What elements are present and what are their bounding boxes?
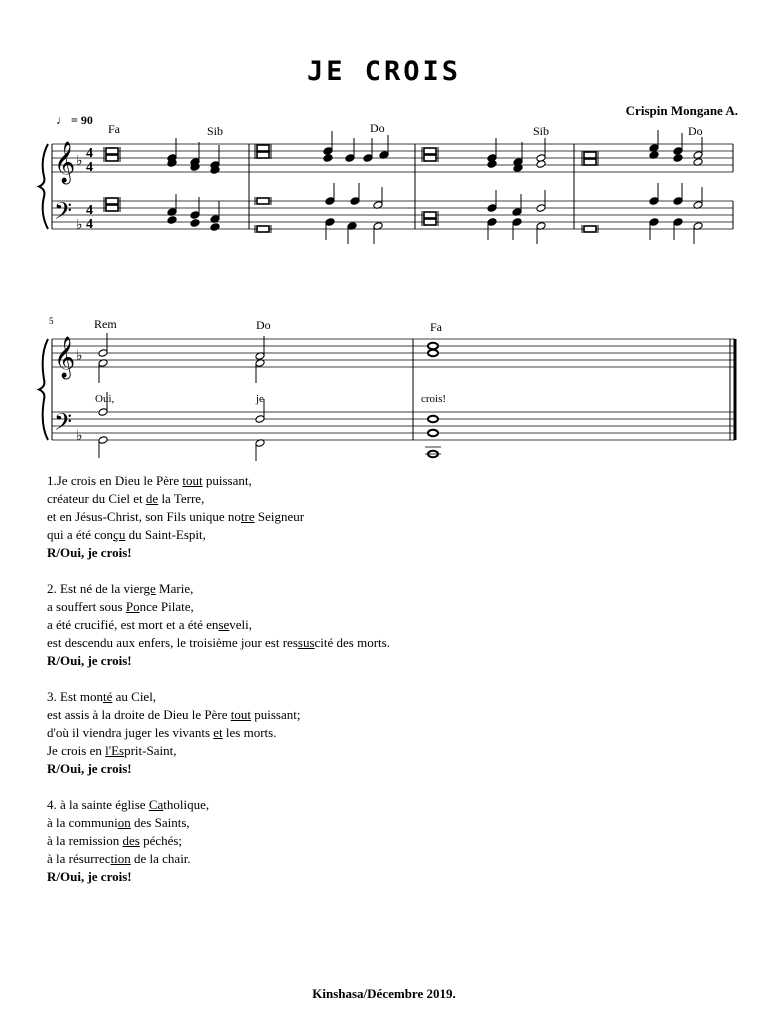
stressed-syllable: se: [218, 617, 230, 632]
footer-signature: Kinshasa/Décembre 2019.: [312, 986, 456, 1001]
lyric-text: nce Pilate,: [139, 599, 194, 614]
lyric-text: Seigneur: [254, 509, 305, 524]
breve-note: [106, 205, 118, 211]
time-signature-bottom: 4: [86, 217, 93, 232]
note-head: [167, 216, 177, 225]
chord-label: Fa: [430, 320, 442, 334]
lyric-text: puissant;: [250, 707, 301, 722]
stanza-1: [47, 472, 747, 562]
chord-label: Sib: [533, 124, 550, 138]
time-signature-top: 4: [86, 146, 93, 161]
lyric-word: Oui,: [95, 393, 115, 405]
stressed-syllable: tout: [182, 473, 203, 488]
stressed-syllable: tre: [240, 509, 255, 524]
breve-note: [424, 148, 436, 154]
lyric-line: [47, 616, 747, 634]
lyric-text: au Ciel,: [112, 689, 157, 704]
treble-clef: 𝄞: [54, 337, 76, 377]
lyric-text: à la résurrec: [47, 851, 111, 866]
lyric-text: Je crois en: [47, 743, 106, 758]
lyric-text: prit-Saint,: [124, 743, 177, 758]
lyrics-block: [47, 472, 747, 904]
lyric-text: cité des morts.: [314, 635, 390, 650]
lyric-text: des Saints,: [130, 815, 190, 830]
stressed-syllable: çu: [113, 527, 126, 542]
stressed-syllable: tion: [110, 851, 131, 866]
bass-clef: 𝄢: [54, 410, 73, 441]
lyric-line: [47, 796, 747, 814]
refrain-line: R/Oui, je crois!: [47, 869, 132, 884]
lyric-line: [47, 742, 747, 760]
stressed-syllable: et: [213, 725, 223, 740]
stressed-syllable: ge: [143, 581, 156, 596]
lyric-line: [47, 508, 747, 526]
stressed-syllable: Po: [125, 599, 140, 614]
whole-note: [428, 430, 438, 436]
lyric-line: [47, 706, 747, 724]
lyric-text: péchés;: [139, 833, 183, 848]
chord-labels-system-2: [94, 317, 443, 334]
breve-note: [424, 155, 436, 161]
brace: [39, 144, 48, 229]
page-title: JE CROIS: [306, 56, 462, 87]
time-signature-top: 4: [86, 203, 93, 218]
lyric-line: [47, 580, 747, 598]
stressed-syllable: on: [117, 815, 131, 830]
stressed-syllable: l'Es: [105, 743, 125, 758]
music-score: [0, 0, 768, 470]
lyric-text: Marie,: [155, 581, 194, 596]
time-signature-bottom: 4: [86, 160, 93, 175]
breve-note: [257, 198, 269, 204]
stanza-3: [47, 688, 747, 778]
lyric-word: crois!: [421, 393, 447, 405]
brace: [39, 339, 48, 440]
refrain-line: R/Oui, je crois!: [47, 545, 132, 560]
breve-note: [584, 159, 596, 165]
stressed-syllable: de: [145, 491, 159, 506]
lyric-text: la Terre,: [158, 491, 205, 506]
lyric-words: [95, 393, 446, 405]
stressed-syllable: des: [122, 833, 140, 848]
lyric-text: du Saint-Espit,: [125, 527, 206, 542]
lyric-line: [47, 634, 747, 652]
measure-number: 5: [49, 316, 54, 326]
breve-note: [106, 155, 118, 161]
lyric-text: 1.Je crois en Dieu le Père: [47, 473, 183, 488]
breve-note: [257, 226, 269, 232]
note-head: [210, 223, 220, 232]
lyric-text: de la chair.: [130, 851, 191, 866]
lyric-word: je: [256, 393, 264, 405]
lyric-text: d'où il viendra juger les vivants: [47, 725, 214, 740]
breve-note: [584, 152, 596, 158]
score-system-2: [39, 333, 735, 461]
key-flat: ♭: [76, 154, 83, 169]
breve-note: [106, 148, 118, 154]
key-flat: ♭: [76, 429, 83, 444]
lyric-text: tholique,: [163, 797, 210, 812]
chord-label: Sib: [207, 124, 224, 138]
lyric-line: [47, 724, 747, 742]
stressed-syllable: sus: [297, 635, 315, 650]
refrain-line: R/Oui, je crois!: [47, 653, 132, 668]
lyric-text: est descendu aux enfers, le troisième jour est res: [47, 635, 298, 650]
bass-clef: 𝄢: [54, 199, 73, 230]
chord-labels-system-1: [108, 121, 703, 138]
chord-label: Do: [370, 121, 385, 135]
score-system-1: [39, 130, 733, 244]
lyric-text: créateur du Ciel et: [47, 491, 146, 506]
lyric-text: 4. à la sainte église: [47, 797, 149, 812]
lyric-line: [47, 598, 747, 616]
refrain-line: R/Oui, je crois!: [47, 761, 132, 776]
lyric-line: [47, 472, 747, 490]
note-head: [190, 219, 200, 228]
note-head: [673, 154, 683, 163]
chord-label: Fa: [108, 122, 120, 136]
tempo-marking: ♩ = 90: [56, 113, 93, 127]
stressed-syllable: tout: [230, 707, 251, 722]
whole-note: [428, 343, 438, 349]
treble-clef: 𝄞: [54, 142, 76, 182]
lyric-text: 2. Est né de la vier: [47, 581, 144, 596]
lyric-text: les morts.: [222, 725, 277, 740]
lyric-text: veli,: [229, 617, 253, 632]
lyric-line: [47, 688, 747, 706]
breve-note: [584, 226, 596, 232]
stanza-4: [47, 796, 747, 886]
breve-note: [257, 152, 269, 158]
lyric-line: [47, 490, 747, 508]
lyric-line: [47, 850, 747, 868]
breve-note: [424, 219, 436, 225]
breve-note: [106, 198, 118, 204]
breve-note: [257, 145, 269, 151]
whole-note: [428, 416, 438, 422]
stressed-syllable: té: [102, 689, 113, 704]
stressed-syllable: Ca: [148, 797, 164, 812]
lyric-text: et en Jésus-Christ, son Fils unique no: [47, 509, 241, 524]
lyric-text: est assis à la droite de Dieu le Père: [47, 707, 231, 722]
chord-label: Rem: [94, 317, 117, 331]
note-head: [323, 154, 333, 163]
lyric-text: à la remission: [47, 833, 123, 848]
stanza-2: [47, 580, 747, 670]
lyric-text: a souffert sous: [47, 599, 126, 614]
lyric-text: à la communi: [47, 815, 118, 830]
lyric-text: 3. Est mon: [47, 689, 103, 704]
key-flat: ♭: [76, 218, 83, 233]
chord-label: Do: [688, 124, 703, 138]
breve-note: [424, 212, 436, 218]
lyric-text: a été crucifié, est mort et a été en: [47, 617, 219, 632]
composer-name: Crispin Mongane A.: [625, 103, 738, 118]
lyric-line: [47, 814, 747, 832]
lyric-line: [47, 832, 747, 850]
lyric-text: qui a été con: [47, 527, 114, 542]
lyric-text: puissant,: [202, 473, 252, 488]
whole-note: [428, 350, 438, 356]
chord-label: Do: [256, 318, 271, 332]
key-flat: ♭: [76, 349, 83, 364]
lyric-line: [47, 526, 747, 544]
